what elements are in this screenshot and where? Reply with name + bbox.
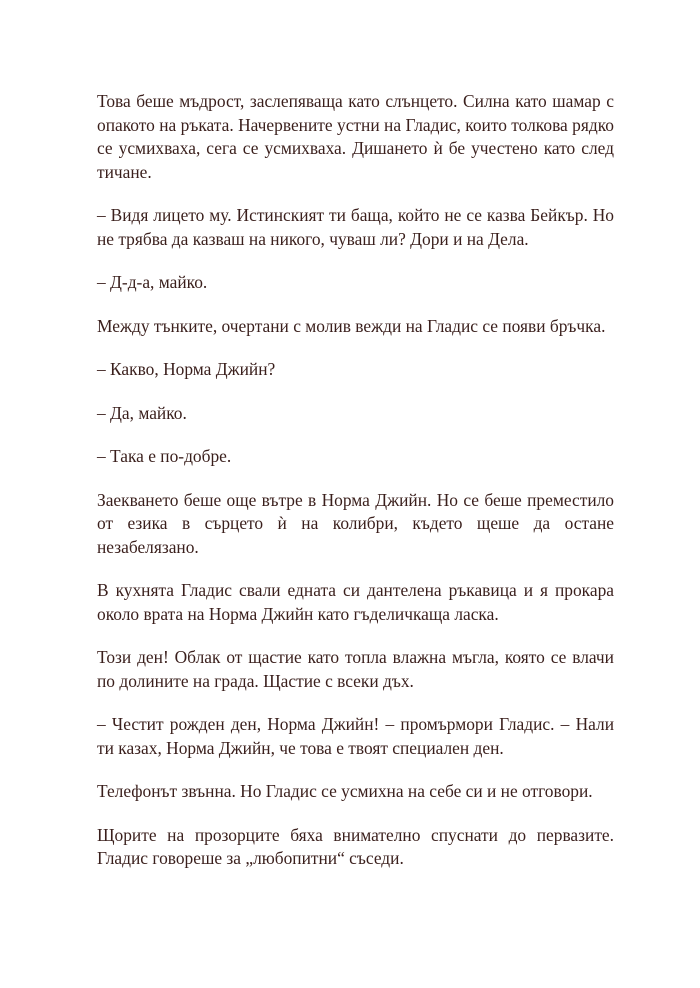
paragraph: Това беше мъдрост, заслепяваща като слънцето. Силна като шамар с опакото на ръката. Начервените устни на Гладис, които толкова рядко се усмихваха, сега се усмихваха. Дишането ѝ бе учестено като след тичане. (97, 91, 614, 182)
paragraph: – Д-д-а, майко. (97, 272, 208, 292)
paragraph: – Да, майко. (97, 402, 187, 423)
paragraph: Телефонът звънна. Но Гладис се усмихна на себе си и не отговори. (97, 781, 593, 801)
paragraph: – Така е по-добре. (97, 446, 232, 466)
body-text (97, 90, 614, 891)
paragraph: – Честит рожден ден, Норма Джийн! – промърмори Гладис. – Нали ти казах, Норма Джийн, че това е твоят специален ден. (97, 714, 614, 758)
paragraph: Между тънките, очертани с молив вежди на Гладис се появи бръчка. (97, 315, 606, 336)
paragraph: – Какво, Норма Джийн? (97, 359, 276, 379)
paragraph: В кухнята Гладис свали едната си дантелена ръкавица и я прокара около врата на Норма Джийн като гъделичкаща ласка. (97, 580, 614, 624)
paragraph: – Видя лицето му. Истинският ти баща, който не се казва Бейкър. Но не трябва да казваш на никого, чуваш ли? Дори и на Дела. (97, 205, 614, 249)
paragraph: Този ден! Облак от щастие като топла влажна мъгла, която се влачи по долините на града. Щастие с всеки дъх. (97, 647, 614, 691)
paragraph: Щорите на прозорците бяха внимателно спуснати до первазите. Гладис говореше за „любопитни“ съседи. (97, 824, 614, 868)
paragraph: Заекването беше още вътре в Норма Джийн. Но се беше преместило от езика в сърцето ѝ на колибри, където щеше да остане незабелязано. (97, 489, 614, 557)
